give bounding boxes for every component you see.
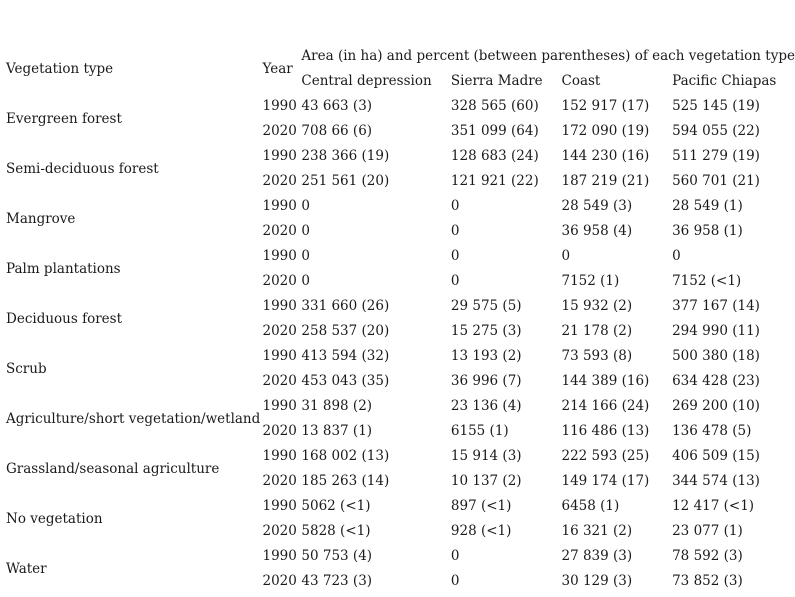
area-value-cell: 121 921 (22)	[450, 173, 539, 189]
area-value-cell: 36 958 (4)	[561, 223, 633, 239]
vegetation-type-cell: Deciduous forest	[6, 310, 122, 327]
area-value-cell: 238 366 (19)	[301, 148, 390, 164]
year-cell: 2020	[262, 123, 297, 139]
area-value-cell: 7152 (<1)	[672, 273, 742, 289]
area-value-cell: 406 509 (15)	[672, 448, 760, 464]
header-row-group	[6, 44, 795, 69]
header-vegetation-type: Vegetation type	[6, 60, 114, 77]
area-value-cell: 897 (<1)	[450, 498, 512, 514]
table-row	[6, 444, 795, 469]
year-cell: 1990	[262, 98, 297, 114]
area-value-cell: 12 417 (<1)	[672, 498, 755, 514]
area-value-cell: 149 174 (17)	[561, 473, 650, 489]
area-value-cell: 0	[301, 273, 310, 289]
header-region: Central depression	[301, 73, 432, 89]
year-cell: 1990	[262, 198, 297, 214]
vegetation-type-cell: Semi-deciduous forest	[6, 160, 159, 177]
vegetation-type-cell: No vegetation	[6, 510, 103, 527]
header-region: Sierra Madre	[450, 73, 543, 89]
vegetation-type-cell: Evergreen forest	[6, 110, 122, 127]
table-row	[6, 294, 795, 319]
header-region: Pacific Chiapas	[672, 73, 777, 89]
area-value-cell: 128 683 (24)	[450, 148, 539, 164]
header-region: Coast	[561, 73, 601, 89]
area-value-cell: 73 852 (3)	[672, 573, 743, 589]
area-value-cell: 251 561 (20)	[301, 173, 390, 189]
area-value-cell: 0	[450, 248, 460, 264]
header-year: Year	[262, 60, 293, 77]
area-value-cell: 13 837 (1)	[301, 423, 373, 439]
year-cell: 2020	[262, 473, 297, 489]
year-cell: 1990	[262, 448, 297, 464]
area-value-cell: 560 701 (21)	[672, 173, 760, 189]
area-value-cell: 0	[450, 273, 460, 289]
area-value-cell: 5828 (<1)	[301, 523, 371, 539]
vegetation-type-cell: Water	[6, 560, 47, 577]
year-cell: 1990	[262, 548, 297, 564]
area-value-cell: 222 593 (25)	[561, 448, 650, 464]
area-value-cell: 377 167 (14)	[672, 298, 760, 314]
area-value-cell: 27 839 (3)	[561, 548, 633, 564]
area-value-cell: 10 137 (2)	[450, 473, 522, 489]
area-value-cell: 511 279 (19)	[672, 148, 760, 164]
area-value-cell: 30 129 (3)	[561, 573, 633, 589]
area-value-cell: 258 537 (20)	[301, 323, 390, 339]
area-value-cell: 0	[301, 198, 310, 214]
area-value-cell: 0	[450, 198, 460, 214]
area-value-cell: 73 593 (8)	[561, 348, 633, 364]
area-value-cell: 168 002 (13)	[301, 448, 390, 464]
area-value-cell: 78 592 (3)	[672, 548, 743, 564]
area-value-cell: 36 996 (7)	[450, 373, 522, 389]
area-value-cell: 928 (<1)	[450, 523, 512, 539]
vegetation-type-cell: Grassland/seasonal agriculture	[6, 460, 220, 477]
table-row	[6, 394, 795, 419]
area-value-cell: 28 549 (3)	[561, 198, 633, 214]
header-area-group-title: Area (in ha) and percent (between parentheses) of each vegetation type	[301, 48, 795, 64]
area-value-cell: 50 753 (4)	[301, 548, 373, 564]
area-value-cell: 0	[450, 223, 460, 239]
area-value-cell: 187 219 (21)	[561, 173, 650, 189]
area-value-cell: 525 145 (19)	[672, 98, 760, 114]
area-value-cell: 29 575 (5)	[450, 298, 522, 314]
area-value-cell: 594 055 (22)	[672, 123, 760, 139]
year-cell: 1990	[262, 148, 297, 164]
year-cell: 2020	[262, 223, 297, 239]
area-value-cell: 36 958 (1)	[672, 223, 743, 239]
area-value-cell: 331 660 (26)	[301, 298, 390, 314]
area-value-cell: 31 898 (2)	[301, 398, 373, 414]
area-value-cell: 43 723 (3)	[301, 573, 373, 589]
area-value-cell: 5062 (<1)	[301, 498, 371, 514]
area-value-cell: 6155 (1)	[450, 423, 509, 439]
vegetation-area-table	[6, 44, 795, 594]
area-value-cell: 116 486 (13)	[561, 423, 650, 439]
area-value-cell: 294 990 (11)	[672, 323, 760, 339]
area-value-cell: 172 090 (19)	[561, 123, 650, 139]
vegetation-type-cell: Mangrove	[6, 210, 76, 227]
table-row	[6, 194, 795, 219]
area-value-cell: 28 549 (1)	[672, 198, 743, 214]
table-row	[6, 494, 795, 519]
area-value-cell: 0	[561, 248, 571, 264]
area-value-cell: 13 193 (2)	[450, 348, 522, 364]
table-row	[6, 94, 795, 119]
area-value-cell: 144 230 (16)	[561, 148, 650, 164]
table-header	[6, 44, 795, 94]
area-value-cell: 0	[301, 248, 310, 264]
area-value-cell: 16 321 (2)	[561, 523, 633, 539]
area-value-cell: 0	[301, 223, 310, 239]
year-cell: 1990	[262, 298, 297, 314]
area-value-cell: 500 380 (18)	[672, 348, 760, 364]
table-row	[6, 344, 795, 369]
area-value-cell: 0	[450, 548, 460, 564]
year-cell: 2020	[262, 323, 297, 339]
area-value-cell: 6458 (1)	[561, 498, 620, 514]
area-value-cell: 23 077 (1)	[672, 523, 743, 539]
area-value-cell: 15 275 (3)	[450, 323, 522, 339]
year-cell: 2020	[262, 523, 297, 539]
area-value-cell: 23 136 (4)	[450, 398, 522, 414]
year-cell: 1990	[262, 348, 297, 364]
year-cell: 1990	[262, 498, 297, 514]
area-value-cell: 269 200 (10)	[672, 398, 760, 414]
area-value-cell: 708 66 (6)	[301, 123, 373, 139]
area-value-cell: 136 478 (5)	[672, 423, 752, 439]
year-cell: 1990	[262, 398, 297, 414]
area-value-cell: 413 594 (32)	[301, 348, 390, 364]
table-row	[6, 244, 795, 269]
area-value-cell: 21 178 (2)	[561, 323, 633, 339]
area-value-cell: 634 428 (23)	[672, 373, 760, 389]
vegetation-type-cell: Scrub	[6, 360, 47, 377]
vegetation-type-cell: Agriculture/short vegetation/wetland	[6, 410, 261, 427]
vegetation-type-cell: Palm plantations	[6, 260, 121, 277]
year-cell: 2020	[262, 173, 297, 189]
area-value-cell: 7152 (1)	[561, 273, 620, 289]
year-cell: 1990	[262, 248, 297, 264]
year-cell: 2020	[262, 273, 297, 289]
table-row	[6, 144, 795, 169]
year-cell: 2020	[262, 423, 297, 439]
area-value-cell: 0	[672, 248, 681, 264]
area-value-cell: 214 166 (24)	[561, 398, 650, 414]
area-value-cell: 344 574 (13)	[672, 473, 760, 489]
area-value-cell: 0	[450, 573, 460, 589]
area-value-cell: 185 263 (14)	[301, 473, 390, 489]
year-cell: 2020	[262, 573, 297, 589]
area-value-cell: 152 917 (17)	[561, 98, 650, 114]
area-value-cell: 43 663 (3)	[301, 98, 373, 114]
table-body	[6, 94, 795, 594]
area-value-cell: 328 565 (60)	[450, 98, 539, 114]
area-value-cell: 15 914 (3)	[450, 448, 522, 464]
area-value-cell: 15 932 (2)	[561, 298, 633, 314]
table-row	[6, 544, 795, 569]
area-value-cell: 351 099 (64)	[450, 123, 539, 139]
year-cell: 2020	[262, 373, 297, 389]
area-value-cell: 453 043 (35)	[301, 373, 390, 389]
area-value-cell: 144 389 (16)	[561, 373, 650, 389]
